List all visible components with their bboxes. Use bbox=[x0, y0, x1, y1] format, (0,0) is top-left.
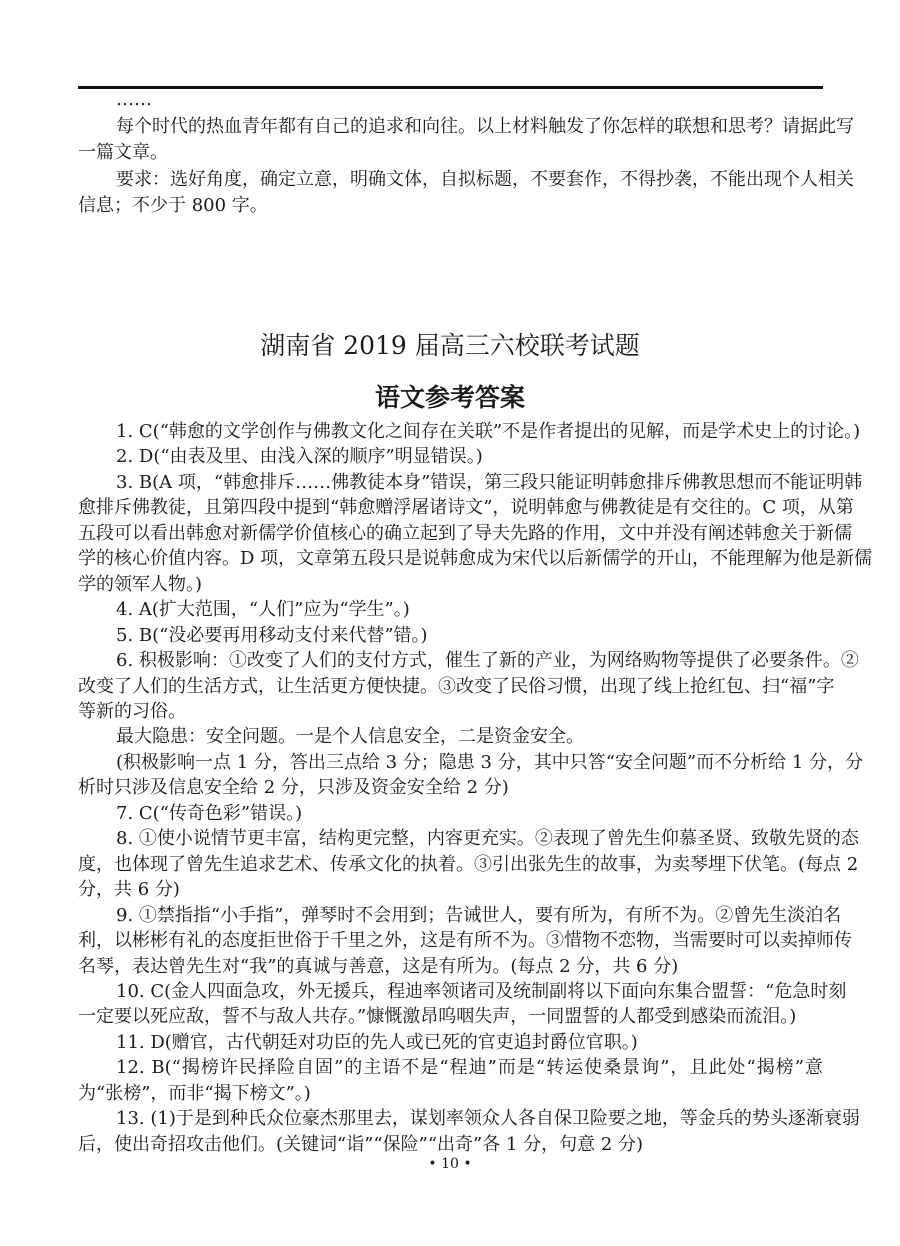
page-number: • 10 • bbox=[428, 1156, 472, 1172]
answer-item bbox=[78, 1106, 860, 1157]
answer-item bbox=[78, 1030, 823, 1055]
answer-item bbox=[78, 648, 859, 724]
answer-item bbox=[78, 903, 852, 979]
text-line: 学的领军人物。) bbox=[78, 573, 203, 595]
text-line: 学的核心价值内容。D 项，文章第五段只是说韩愈成为宋代以后新儒学的开山，不能理解为他是新儒 bbox=[78, 548, 873, 570]
page-subtitle: 语文参考答案 bbox=[374, 383, 525, 412]
text-line: 2. D(“由表及里、由浅入深的顺序”明显错误。) bbox=[116, 446, 483, 468]
text-line: 后，使出奇招攻击他们。(关键词“诣”“保险”“出奇”各 1 分，句意 2 分) bbox=[78, 1133, 644, 1155]
page-title: 湖南省 2019 届高三六校联考试题 bbox=[260, 331, 640, 360]
answer-item bbox=[78, 801, 823, 826]
text-line: 6. 积极影响：①改变了人们的支付方式，催生了新的产业，为网络购物等提供了必要条件。② bbox=[116, 650, 859, 672]
answer-item bbox=[78, 470, 873, 597]
text-line: 分，共 6 分) bbox=[78, 879, 180, 901]
text-line: 析时只涉及信息安全给 2 分，只涉及资金安全给 2 分) bbox=[78, 777, 509, 799]
text-line: 名琴，表达曾先生对“我”的真诚与善意，这是有所为。(每点 2 分，共 6 分) bbox=[78, 955, 679, 977]
text-line: (积极影响一点 1 分，答出三点给 3 分；隐患 3 分，其中只答“安全问题”而不分析给 1 分，分 bbox=[116, 751, 864, 773]
text-line: 10. C(金人四面急攻，外无援兵，程迪率领诸司及统制副将以下面向东集合盟誓：“危急时刻 bbox=[116, 980, 847, 1002]
text-line: 每个时代的热血青年都有自己的追求和向往。以上材料触发了你怎样的联想和思考？请据此写 bbox=[116, 115, 854, 137]
text-line: 改变了人们的生活方式，让生活更方便快捷。③改变了民俗习惯，出现了线上抢红包、扫“福”字 bbox=[78, 675, 835, 697]
text-line: 4. A(扩大范围，“人们”应为“学生”。) bbox=[116, 599, 410, 621]
text-line: 要求：选好角度，确定立意，明确文体，自拟标题，不要套作，不得抄袭，不能出现个人相关 bbox=[116, 168, 854, 190]
text-line: 3. B(A 项，“韩愈排斥……佛教徒本身”错误，第三段只能证明韩愈排斥佛教思想而不能证明韩 bbox=[116, 471, 863, 493]
answer-item bbox=[78, 979, 847, 1030]
answer-item bbox=[78, 419, 861, 444]
text-line: 一篇文章。 bbox=[78, 142, 168, 163]
text-line: …… bbox=[116, 89, 152, 110]
essay-paragraph bbox=[78, 87, 823, 114]
text-line: 为“张榜”，而非“揭下榜文”。) bbox=[78, 1082, 311, 1104]
answer-item bbox=[78, 444, 823, 469]
text-line: 8. ①使小说情节更丰富，结构更完整，内容更充实。②表现了曾先生仰慕圣贤、致敬先贤的态 bbox=[116, 828, 859, 850]
text-line: 度，也体现了曾先生追求艺术、传承文化的执着。③引出张先生的故事，为卖琴埋下伏笔。(每点 2 bbox=[78, 853, 859, 875]
text-line: 1. C(“韩愈的文学创作与佛教文化之间存在关联”不是作者提出的见解，而是学术史上的讨论。) bbox=[116, 421, 861, 442]
answer-item bbox=[78, 826, 859, 902]
text-line: 一定要以死应敌，誓不与敌人共存。”慷慨激昂呜咽失声，一同盟誓的人都受到感染而流泪。) bbox=[78, 1006, 797, 1028]
text-line: 9. ①禁指指“小手指”，弹琴时不会用到；告诫世人，要有所为，有所不为。②曾先生淡泊名 bbox=[116, 904, 842, 926]
essay-prompt bbox=[78, 87, 854, 220]
text-line: 13. (1)于是到种氏众位豪杰那里去，谋划率领众人各自保卫险要之地，等金兵的势头逐渐衰弱 bbox=[116, 1108, 860, 1130]
answer-item bbox=[78, 623, 823, 648]
text-line: 愈排斥佛教徒，且第四段中提到“韩愈赠浮屠诸诗文”，说明韩愈与佛教徒是有交往的。C 项，从第 bbox=[78, 497, 854, 519]
text-line: 信息；不少于 800 字。 bbox=[78, 195, 268, 216]
text-line: 五段可以看出韩愈对新儒学价值核心的确立起到了导夫先路的作用，文中并没有阐述韩愈关于新儒 bbox=[78, 522, 852, 544]
text-line: 利，以彬彬有礼的态度拒世俗于千里之外，这是有所不为。③惜物不恋物，当需要时可以卖掉师传 bbox=[78, 930, 852, 952]
essay-paragraph bbox=[78, 167, 854, 220]
text-line: 11. D(赠官，古代朝廷对功臣的先人或已死的官吏追封爵位官职。) bbox=[116, 1031, 638, 1053]
answer-list bbox=[78, 419, 873, 1157]
text-line: 7. C(“传奇色彩”错误。) bbox=[116, 802, 303, 824]
text-line: 12. B(“揭榜许民择险自固”的主语不是“程迪”而是“转运使桑景询”，且此处“揭榜”意 bbox=[116, 1057, 823, 1079]
answer-item bbox=[78, 597, 823, 622]
text-line: 5. B(“没必要再用移动支付来代替”错。) bbox=[116, 624, 428, 646]
text-line: 等新的习俗。 bbox=[78, 700, 186, 722]
text-line: 最大隐患：安全问题。一是个人信息安全，二是资金安全。 bbox=[116, 726, 584, 748]
answer-item bbox=[78, 1055, 823, 1106]
answer-item bbox=[78, 724, 823, 749]
answer-item bbox=[78, 750, 864, 801]
essay-paragraph bbox=[78, 114, 854, 167]
